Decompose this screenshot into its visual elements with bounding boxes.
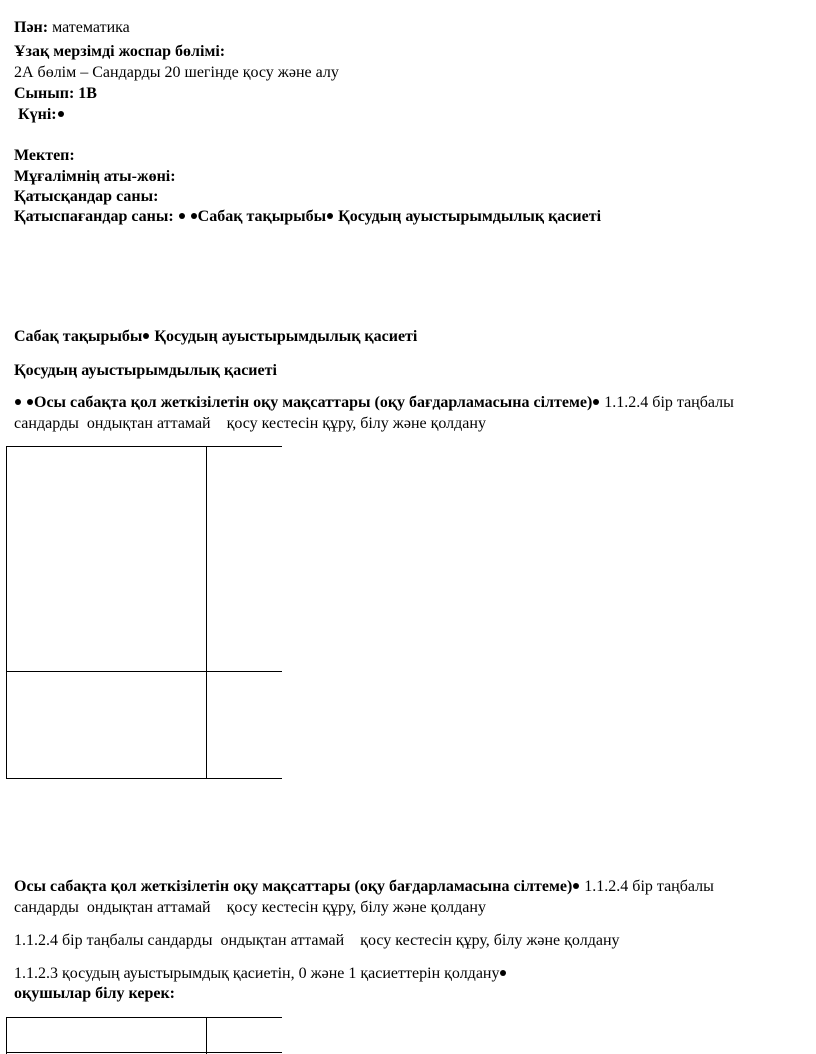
subject-value: математика: [52, 19, 130, 36]
bullet-icon: [27, 399, 33, 405]
bullet-icon: [191, 213, 197, 219]
bullet-icon: [143, 333, 149, 339]
school-label: Мектеп:: [14, 147, 75, 164]
objectives-text-2: 1.1.2.4 бір таңбалы: [580, 878, 714, 895]
objectives-line-2: [14, 877, 714, 897]
table-border-left: [6, 1017, 7, 1054]
bullet-icon: [15, 399, 21, 405]
bullet-icon: [573, 883, 579, 889]
topic-value-inline: Қосудың ауыстырымдылық қасиеті: [338, 208, 602, 225]
objectives-text-2-cont: сандарды ондықтан аттамай қосу кестесін құру, білу және қолдану: [14, 899, 486, 916]
date-line: [14, 105, 65, 125]
absent-topic-line: [14, 207, 601, 227]
objectives-label-2: Осы сабақта қол жеткізілетін оқу мақсаттары (оқу бағдарламасына сілтеме): [14, 878, 573, 895]
class-label: Сынып: 1В: [14, 85, 97, 102]
table-border-top: [6, 1017, 282, 1018]
subject-label: Пән:: [14, 19, 49, 36]
topic-line: [14, 327, 417, 347]
table-row-divider: [6, 671, 282, 672]
teacher-label: Мұғалімнің аты-жөні:: [14, 168, 176, 185]
table-border-left: [6, 446, 7, 779]
objectives-line: [14, 393, 734, 413]
plan-label: Ұзақ мерзімді жоспар бөлімі:: [14, 43, 226, 60]
objectives-text-cont: сандарды ондықтан аттамай қосу кестесін құру, білу және қолдану: [14, 415, 486, 432]
bullet-icon: [179, 213, 185, 219]
plan-value: 2А бөлім – Сандарды 20 шегінде қосу және алу: [14, 64, 339, 81]
table-column-divider: [206, 446, 207, 779]
present-label: Қатысқандар саны:: [14, 188, 159, 205]
topic-value: Қосудың ауыстырымдылық қасиеті: [154, 328, 418, 345]
table-border-bottom: [6, 1052, 282, 1053]
objective-b: 1.1.2.3 қосудың ауыстырымдық қасиетін, 0 және 1 қасиеттерін қолдану: [14, 965, 500, 982]
bullet-icon: [58, 111, 64, 117]
table-column-divider: [206, 1017, 207, 1054]
bullet-icon: [327, 213, 333, 219]
bullet-icon: [593, 399, 599, 405]
absent-label: Қатыспағандар саны:: [14, 208, 174, 225]
date-label: Күні:: [18, 106, 57, 123]
subject-line: [14, 18, 130, 38]
objectives-label: Осы сабақта қол жеткізілетін оқу мақсаттары (оқу бағдарламасына сілтеме): [34, 394, 593, 411]
bullet-icon: [500, 970, 506, 976]
topic-label: Сабақ тақырыбы: [14, 328, 143, 345]
table-border-top: [6, 446, 282, 447]
topic-label-inline: Сабақ тақырыбы: [197, 208, 327, 225]
topic-repeat: Қосудың ауыстырымдылық қасиеті: [14, 362, 277, 379]
objective-a: 1.1.2.4 бір таңбалы сандарды ондықтан аттамай қосу кестесін құру, білу және қолдану: [14, 932, 620, 949]
objective-b-line: [14, 964, 507, 984]
table-border-bottom: [6, 778, 282, 779]
students-must-know: оқушылар білу керек:: [14, 985, 175, 1002]
objectives-text: 1.1.2.4 бір таңбалы: [600, 394, 734, 411]
